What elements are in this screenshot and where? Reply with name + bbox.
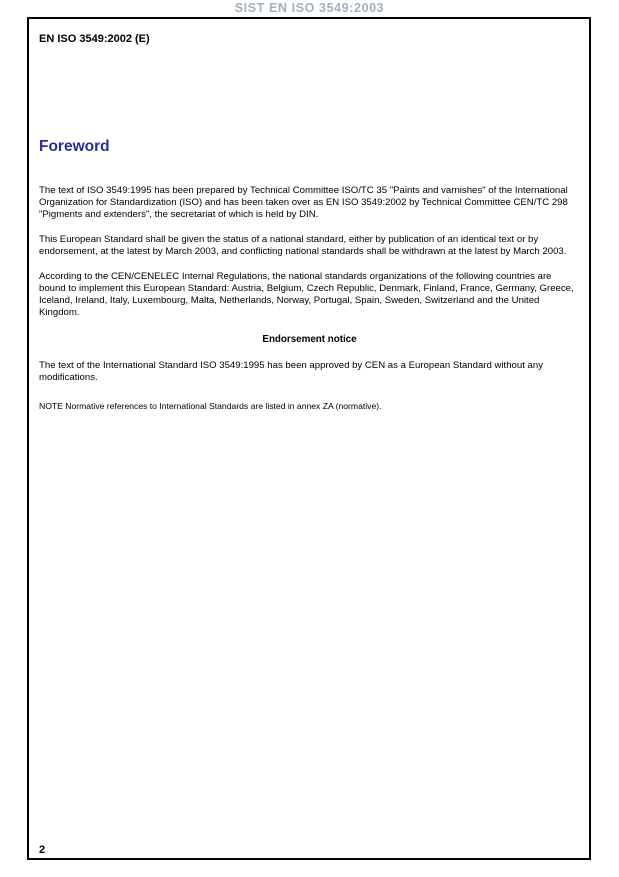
foreword-paragraph: This European Standard shall be given the status of a national standard, either by publication of an identical text or by endorsement, at the latest by March 2003, and conflicting national standards shall be withdrawn at the latest by March 2003. (39, 234, 567, 258)
foreword-heading: Foreword (39, 138, 110, 156)
note-text: NOTE Normative references to International Standards are listed in annex ZA (normative). (39, 400, 382, 411)
endorsement-paragraph: The text of the International Standard ISO 3549:1995 has been approved by CEN as a European Standard without any modifications. (39, 359, 544, 383)
foreword-paragraph: According to the CEN/CENELEC Internal Regulations, the national standards organizations of the following countries are bound to implement this European Standard: Austria, Belgium, Czech Republic, Denmark, Finland, France, Germany, Greece, Iceland, Ireland, Italy, Luxembourg, Malta, Netherlands, Norway, Portugal, Spain, Sweden, Switzerland and the United Kingdom. (39, 271, 574, 319)
page-number: 2 (39, 844, 46, 856)
page-content (39, 33, 580, 412)
foreword-paragraph: The text of ISO 3549:1995 has been prepared by Technical Committee ISO/TC 35 "Paints and varnishes" of the International Organization for Standardization (ISO) and has been taken over as EN ISO 3549:2002 by Technical Committee CEN/TC 298 "Pigments and extenders", the secretariat of which is held by DIN. (39, 184, 568, 220)
watermark-text: SIST EN ISO 3549:2003 (234, 1, 385, 15)
document-reference-header: EN ISO 3549:2002 (E) (39, 33, 150, 45)
endorsement-notice-heading: Endorsement notice (262, 334, 357, 346)
